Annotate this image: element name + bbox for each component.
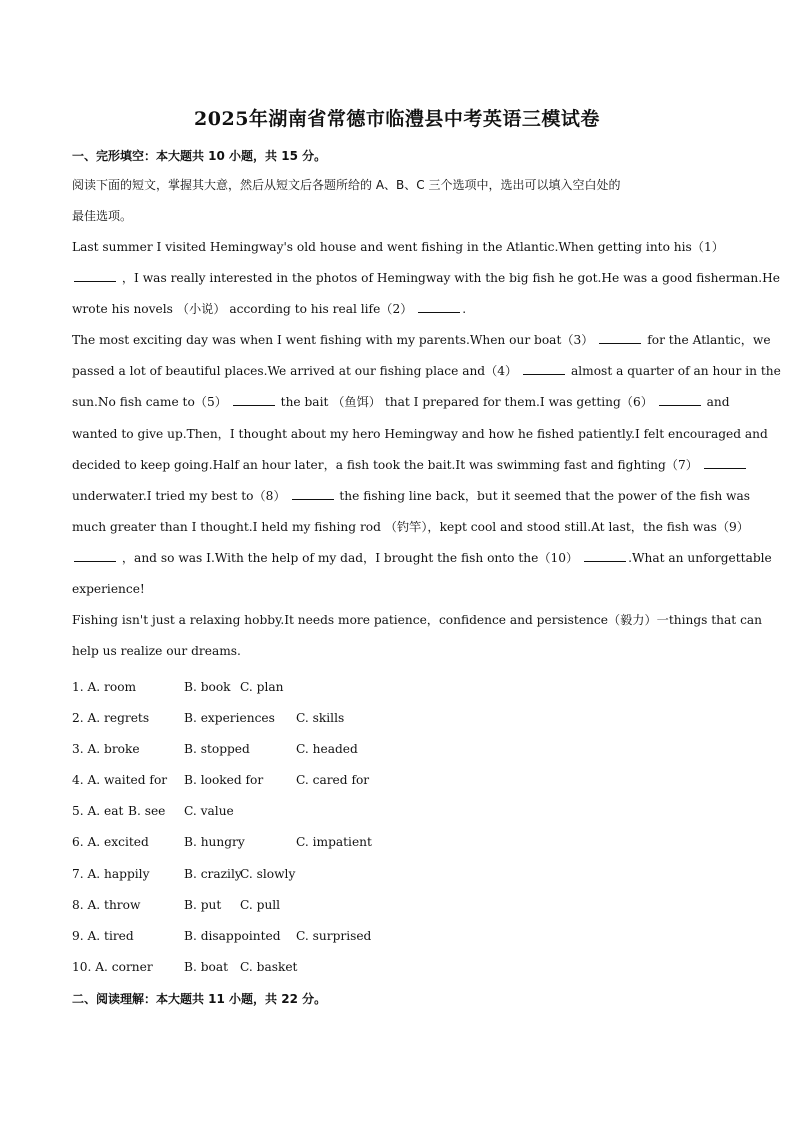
blank-8: [292, 488, 334, 500]
section2-heading: 二、阅读理解：本大题共 11 小题，共 22 分。: [72, 992, 327, 1006]
section1-heading: 一、完形填空：本大题共 10 小题，共 15 分。: [72, 149, 327, 163]
option-c: C. plan: [240, 680, 284, 694]
option-row: [72, 890, 572, 921]
option-b: B. disappointed: [184, 928, 281, 943]
option-a: 10. A. corner: [72, 959, 153, 974]
passage-line: sun.No fish came to（5） the bait （鱼饵） that I prepared for them.I was getting（6） and: [72, 395, 730, 410]
option-c: C. headed: [296, 742, 358, 757]
option-b: B. see: [128, 804, 166, 819]
option-a: 5. A. eat: [72, 804, 124, 819]
passage-line: much greater than I thought.I held my fishing rod （钓竿），kept cool and stood still.At last，the fish was（9）: [72, 519, 749, 534]
blank-5: [233, 394, 275, 406]
passage-line: ，I was really interested in the photos of Hemingway with the big fish he got.He was a good fisherman.He: [72, 263, 722, 294]
option-a: 7. A. happily: [72, 866, 150, 881]
option-c: C. slowly: [240, 866, 296, 881]
option-b: B. experiences: [184, 711, 275, 726]
option-a: 9. A. tired: [72, 928, 134, 943]
option-row: [72, 796, 572, 827]
option-a: 1. A. room: [72, 680, 137, 694]
blank-6: [659, 394, 701, 406]
option-row: [72, 827, 572, 858]
blank-9: [74, 550, 116, 562]
option-c: C. impatient: [296, 835, 372, 850]
option-row: [72, 734, 572, 765]
option-row: [72, 859, 572, 890]
option-a: 6. A. excited: [72, 835, 149, 850]
instruction-line-2: 最佳选项。: [72, 209, 133, 224]
option-b: B. stopped: [184, 742, 250, 757]
option-row: [72, 921, 572, 952]
blank-3: [599, 332, 641, 344]
option-b: B. book: [184, 680, 231, 694]
passage-line: experience!: [72, 582, 145, 597]
option-a: 8. A. throw: [72, 897, 141, 912]
option-b: B. crazily: [184, 866, 242, 881]
option-a: 4. A. waited for: [72, 773, 168, 788]
instruction-block: [72, 170, 722, 232]
passage-line: The most exciting day was when I went fishing with my parents.When our boat（3） for the Atlantic，we: [72, 333, 771, 348]
blank-4: [523, 363, 565, 375]
instruction-line-1: 阅读下面的短文，掌握其大意，然后从短文后各题所给的 A、B、C 三个选项中，选出可以填入空白处的: [72, 178, 621, 192]
answer-options: [72, 672, 572, 983]
option-b: B. put: [184, 897, 222, 912]
option-c: C. value: [184, 804, 234, 819]
option-b: B. boat: [184, 959, 229, 974]
passage-line: wrote his novels （小说） according to his real life（2） .: [72, 302, 467, 317]
option-c: C. surprised: [296, 928, 372, 943]
passage-line: passed a lot of beautiful places.We arrived at our fishing place and（4） almost a quarter of an hour in the: [72, 364, 781, 379]
option-c: C. pull: [240, 897, 281, 912]
passage-line: help us realize our dreams.: [72, 644, 241, 659]
option-c: C. basket: [240, 959, 298, 974]
option-a: 3. A. broke: [72, 742, 140, 757]
passage-line: Last summer I visited Hemingway's old house and went fishing in the Atlantic.When getting into his（1）: [72, 240, 724, 254]
option-row: [72, 952, 572, 983]
passage-line: Fishing isn't just a relaxing hobby.It needs more patience，confidence and persistence（毅力）一things that can: [72, 613, 763, 628]
option-row: [72, 765, 572, 796]
option-b: B. looked for: [184, 773, 264, 788]
blank-10: [584, 550, 626, 562]
passage-line: decided to keep going.Half an hour later，a fish took the bait.It was swimming fast and fighting（7）: [72, 450, 722, 481]
option-b: B. hungry: [184, 835, 245, 850]
option-row: [72, 672, 572, 703]
option-a: 2. A. regrets: [72, 711, 150, 726]
blank-2: [418, 301, 460, 313]
option-row: [72, 703, 572, 734]
option-c: C. skills: [296, 711, 345, 726]
blank-1: [74, 270, 116, 282]
passage-line: underwater.I tried my best to（8） the fishing line back，but it seemed that the power of the fish was: [72, 488, 750, 503]
passage: [72, 232, 781, 667]
page-title: 2025年湖南省常德市临澧县中考英语三模试卷: [194, 108, 600, 130]
passage-line: wanted to give up.Then，I thought about my hero Hemingway and how he fished patiently.I felt encouraged and: [72, 426, 768, 441]
option-c: C. cared for: [296, 773, 370, 788]
blank-7: [704, 457, 746, 469]
passage-line: ，and so was I.With the help of my dad，I brought the fish onto the（10） .What an unforgettable: [72, 543, 722, 574]
